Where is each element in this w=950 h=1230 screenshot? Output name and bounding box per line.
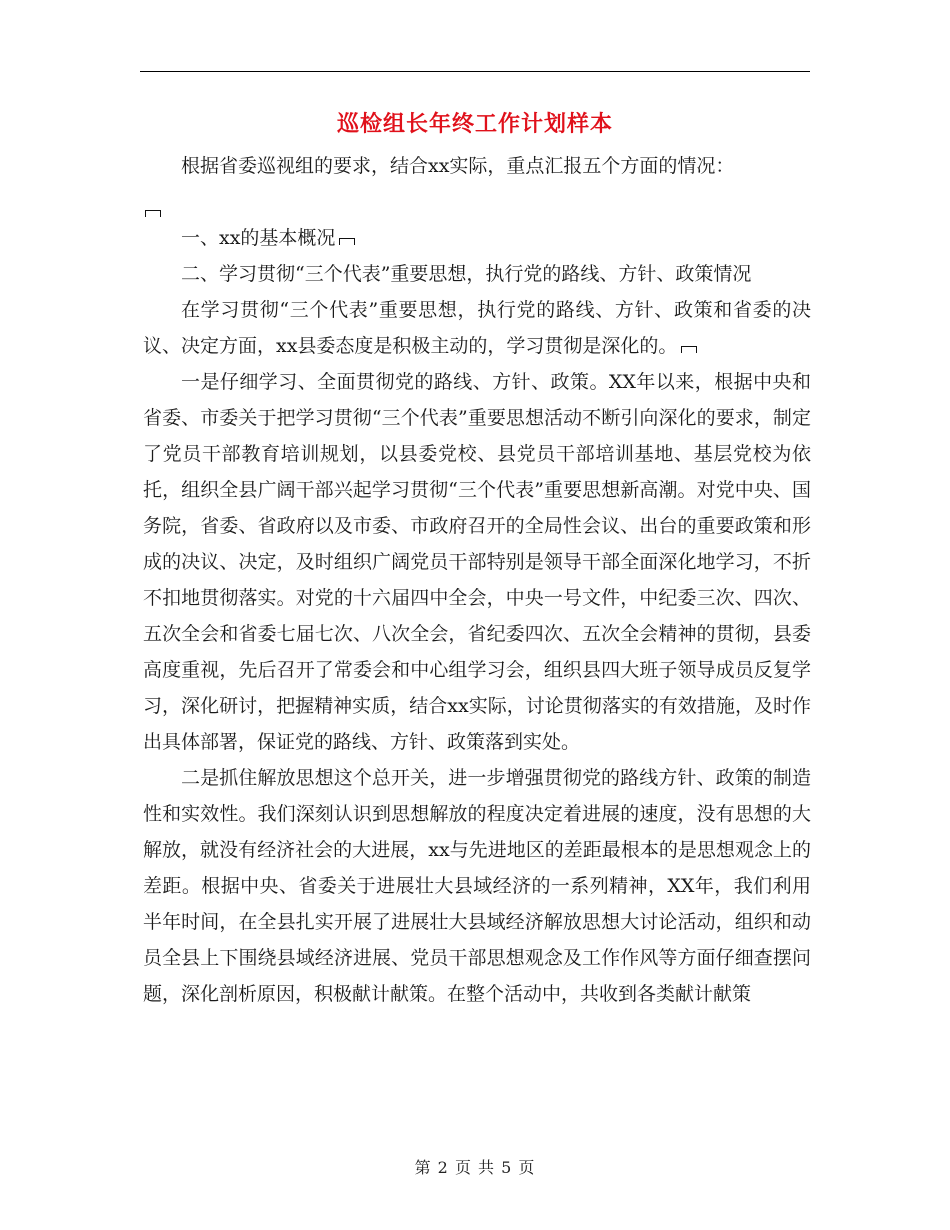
paragraph-section-1 — [143, 220, 811, 256]
paragraph-3 — [143, 292, 811, 364]
section-mark-icon — [681, 346, 697, 353]
document-body — [143, 148, 811, 1012]
paragraph-4: 一是仔细学习、全面贯彻党的路线、方针、政策。XX年以来，根据中央和省委、市委关于把学习贯彻“三个代表”重要思想活动不断引向深化的要求，制定了党员干部教育培训规划，以县委党校、县党员干部培训基地、基层党校为依托，组织全县广阔干部兴起学习贯彻“三个代表”重要思想新高潮。对党中央、国务院，省委、省政府以及市委、市政府召开的全局性会议、出台的重要政策和形成的决议、决定，及时组织广阔党员干部特别是领导干部全面深化地学习，不折不扣地贯彻落实。对党的十六届四中全会，中央一号文件，中纪委三次、四次、五次全会和省委七届七次、八次全会，省纪委四次、五次全会精神的贯彻，县委高度重视，先后召开了常委会和中心组学习会，组织县四大班子领导成员反复学习，深化研讨，把握精神实质，结合xx实际，讨论贯彻落实的有效措施，及时作出具体部署，保证党的路线、方针、政策落到实处。 — [143, 371, 811, 753]
paragraph-section-2: 二、学习贯彻“三个代表”重要思想，执行党的路线、方针、政策情况 — [181, 263, 752, 285]
paragraph-3-text: 在学习贯彻“三个代表”重要思想，执行党的路线、方针、政策和省委的决议、决定方面，xx县委态度是积极主动的，学习贯彻是深化的。 — [143, 299, 811, 357]
header-rule — [140, 71, 810, 72]
document-title: 巡检组长年终工作计划样本 — [336, 112, 613, 137]
page-number: 第 2 页 共 5 页 — [414, 1158, 536, 1177]
section-1-text: 一、xx的基本概况 — [181, 227, 336, 249]
section-mark-icon — [145, 210, 161, 217]
paragraph-5: 二是抓住解放思想这个总开关，进一步增强贯彻党的路线方针、政策的制造性和实效性。我们深刻认识到思想解放的程度决定着进展的速度，没有思想的大解放，就没有经济社会的大进展，xx与先进地区的差距最根本的是思想观念上的差距。根据中央、省委关于进展壮大县域经济的一系列精神，XX年，我们利用半年时间，在全县扎实开展了进展壮大县域经济解放思想大讨论活动，组织和动员全县上下围绕县域经济进展、党员干部思想观念及工作作风等方面仔细查摆问题，深化剖析原因，积极献计献策。在整个活动中，共收到各类献计献策 — [143, 767, 811, 1005]
paragraph-intro: 根据省委巡视组的要求，结合xx实际，重点汇报五个方面的情况： — [181, 155, 735, 177]
section-marker-line — [143, 184, 811, 220]
section-mark-icon — [339, 238, 355, 245]
